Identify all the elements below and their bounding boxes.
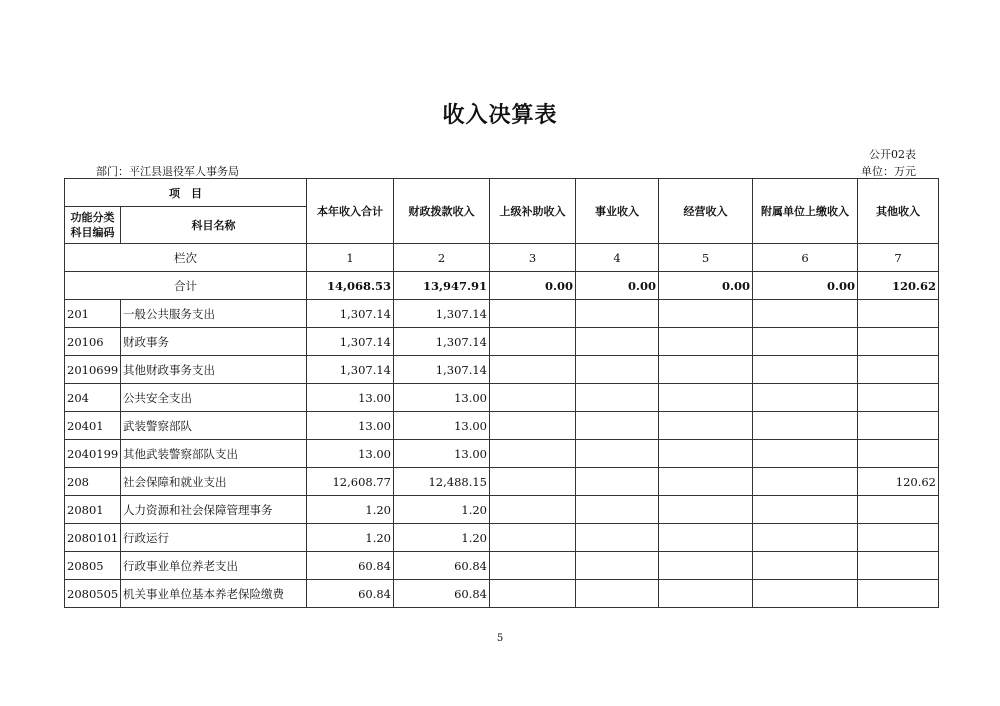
column-index-label: 栏次 xyxy=(65,244,307,272)
amount-cell: 12,608.77 xyxy=(307,468,394,496)
amount-cell: 13.00 xyxy=(394,384,490,412)
subject-name: 公共安全支出 xyxy=(121,384,307,412)
column-index-cell: 3 xyxy=(490,244,576,272)
amount-cell xyxy=(659,524,753,552)
subject-code: 2080101 xyxy=(65,524,121,552)
amount-cell xyxy=(490,552,576,580)
subject-code: 2040199 xyxy=(65,440,121,468)
total-cell: 14,068.53 xyxy=(307,272,394,300)
subject-name: 行政事业单位养老支出 xyxy=(121,552,307,580)
amount-cell xyxy=(576,468,659,496)
amount-cell xyxy=(659,440,753,468)
col-header-7: 其他收入 xyxy=(858,179,939,244)
subject-code: 2080505 xyxy=(65,580,121,608)
amount-cell xyxy=(858,412,939,440)
subject-name: 人力资源和社会保障管理事务 xyxy=(121,496,307,524)
amount-cell xyxy=(490,384,576,412)
subject-name: 行政运行 xyxy=(121,524,307,552)
amount-cell xyxy=(753,552,858,580)
subject-code: 2010699 xyxy=(65,356,121,384)
amount-cell: 60.84 xyxy=(394,580,490,608)
amount-cell: 60.84 xyxy=(307,580,394,608)
subject-name: 财政事务 xyxy=(121,328,307,356)
table-row xyxy=(65,552,939,580)
amount-cell xyxy=(753,468,858,496)
amount-cell xyxy=(753,524,858,552)
subject-name: 社会保障和就业支出 xyxy=(121,468,307,496)
amount-cell: 1,307.14 xyxy=(394,300,490,328)
amount-cell xyxy=(858,328,939,356)
table-row xyxy=(65,580,939,608)
amount-cell xyxy=(858,300,939,328)
amount-cell: 13.00 xyxy=(307,412,394,440)
page-title: 收入决算表 xyxy=(442,103,558,128)
subject-name: 其他武装警察部队支出 xyxy=(121,440,307,468)
amount-cell: 1.20 xyxy=(394,496,490,524)
amount-cell xyxy=(858,356,939,384)
amount-cell xyxy=(490,300,576,328)
subject-name: 武装警察部队 xyxy=(121,412,307,440)
subject-code: 20801 xyxy=(65,496,121,524)
amount-cell xyxy=(659,328,753,356)
table-body xyxy=(65,179,939,608)
amount-cell xyxy=(753,496,858,524)
amount-cell xyxy=(659,384,753,412)
amount-cell xyxy=(858,552,939,580)
amount-cell xyxy=(576,580,659,608)
table-row xyxy=(65,300,939,328)
table-row xyxy=(65,412,939,440)
amount-cell xyxy=(576,328,659,356)
subject-code: 20805 xyxy=(65,552,121,580)
amount-cell xyxy=(659,356,753,384)
amount-cell xyxy=(753,384,858,412)
column-index-cell: 6 xyxy=(753,244,858,272)
amount-cell xyxy=(490,524,576,552)
amount-cell: 12,488.15 xyxy=(394,468,490,496)
table-row xyxy=(65,384,939,412)
total-cell: 0.00 xyxy=(753,272,858,300)
total-cell: 0.00 xyxy=(490,272,576,300)
item-header: 项 目 xyxy=(65,179,307,207)
amount-cell xyxy=(576,524,659,552)
subject-code: 208 xyxy=(65,468,121,496)
column-index-cell: 5 xyxy=(659,244,753,272)
department-label: 部门：平江县退役军人事务局 xyxy=(96,165,239,178)
subject-name: 一般公共服务支出 xyxy=(121,300,307,328)
table-row xyxy=(65,356,939,384)
amount-cell xyxy=(490,440,576,468)
amount-cell xyxy=(576,412,659,440)
amount-cell xyxy=(576,300,659,328)
amount-cell xyxy=(659,580,753,608)
amount-cell xyxy=(490,580,576,608)
total-cell: 0.00 xyxy=(659,272,753,300)
amount-cell xyxy=(753,412,858,440)
subject-name: 机关事业单位基本养老保险缴费 xyxy=(121,580,307,608)
amount-cell xyxy=(659,552,753,580)
amount-cell xyxy=(858,384,939,412)
code-header: 功能分类科目编码 xyxy=(65,207,121,244)
amount-cell xyxy=(490,412,576,440)
amount-cell xyxy=(490,468,576,496)
amount-cell: 13.00 xyxy=(394,440,490,468)
total-label: 合计 xyxy=(65,272,307,300)
amount-cell: 1,307.14 xyxy=(307,328,394,356)
amount-cell xyxy=(576,384,659,412)
amount-cell: 60.84 xyxy=(307,552,394,580)
amount-cell xyxy=(753,300,858,328)
subject-code: 201 xyxy=(65,300,121,328)
amount-cell xyxy=(576,440,659,468)
table-row xyxy=(65,524,939,552)
amount-cell xyxy=(490,356,576,384)
amount-cell: 120.62 xyxy=(858,468,939,496)
column-index-cell: 1 xyxy=(307,244,394,272)
column-index-cell: 4 xyxy=(576,244,659,272)
col-header-2: 财政拨款收入 xyxy=(394,179,490,244)
col-header-6: 附属单位上缴收入 xyxy=(753,179,858,244)
amount-cell xyxy=(659,496,753,524)
amount-cell xyxy=(576,496,659,524)
amount-cell xyxy=(753,440,858,468)
header-row-1 xyxy=(65,179,939,207)
amount-cell xyxy=(659,468,753,496)
page-number: 5 xyxy=(496,633,504,644)
total-row xyxy=(65,272,939,300)
amount-cell xyxy=(576,356,659,384)
amount-cell xyxy=(753,356,858,384)
column-index-cell: 7 xyxy=(858,244,939,272)
col-header-3: 上级补助收入 xyxy=(490,179,576,244)
amount-cell xyxy=(659,300,753,328)
amount-cell: 13.00 xyxy=(307,440,394,468)
amount-cell xyxy=(858,496,939,524)
amount-cell: 60.84 xyxy=(394,552,490,580)
form-number: 公开02表 xyxy=(869,148,916,161)
amount-cell xyxy=(490,328,576,356)
column-index-row xyxy=(65,244,939,272)
name-header: 科目名称 xyxy=(121,207,307,244)
column-index-cell: 2 xyxy=(394,244,490,272)
amount-cell: 1,307.14 xyxy=(394,328,490,356)
table-row xyxy=(65,328,939,356)
col-header-4: 事业收入 xyxy=(576,179,659,244)
total-cell: 120.62 xyxy=(858,272,939,300)
col-header-5: 经营收入 xyxy=(659,179,753,244)
subject-code: 204 xyxy=(65,384,121,412)
amount-cell: 1.20 xyxy=(307,496,394,524)
amount-cell xyxy=(490,496,576,524)
subject-code: 20401 xyxy=(65,412,121,440)
amount-cell xyxy=(659,412,753,440)
total-cell: 13,947.91 xyxy=(394,272,490,300)
total-cell: 0.00 xyxy=(576,272,659,300)
unit-label: 单位：万元 xyxy=(861,165,916,178)
amount-cell xyxy=(858,524,939,552)
table-row xyxy=(65,496,939,524)
subject-name: 其他财政事务支出 xyxy=(121,356,307,384)
amount-cell: 13.00 xyxy=(307,384,394,412)
amount-cell: 1,307.14 xyxy=(394,356,490,384)
amount-cell: 1,307.14 xyxy=(307,356,394,384)
table-row xyxy=(65,468,939,496)
amount-cell xyxy=(858,440,939,468)
amount-cell: 1,307.14 xyxy=(307,300,394,328)
amount-cell xyxy=(753,580,858,608)
income-table xyxy=(64,178,939,608)
amount-cell xyxy=(576,552,659,580)
amount-cell xyxy=(858,580,939,608)
table-row xyxy=(65,440,939,468)
col-header-1: 本年收入合计 xyxy=(307,179,394,244)
subject-code: 20106 xyxy=(65,328,121,356)
amount-cell: 1.20 xyxy=(307,524,394,552)
amount-cell: 1.20 xyxy=(394,524,490,552)
amount-cell xyxy=(753,328,858,356)
amount-cell: 13.00 xyxy=(394,412,490,440)
